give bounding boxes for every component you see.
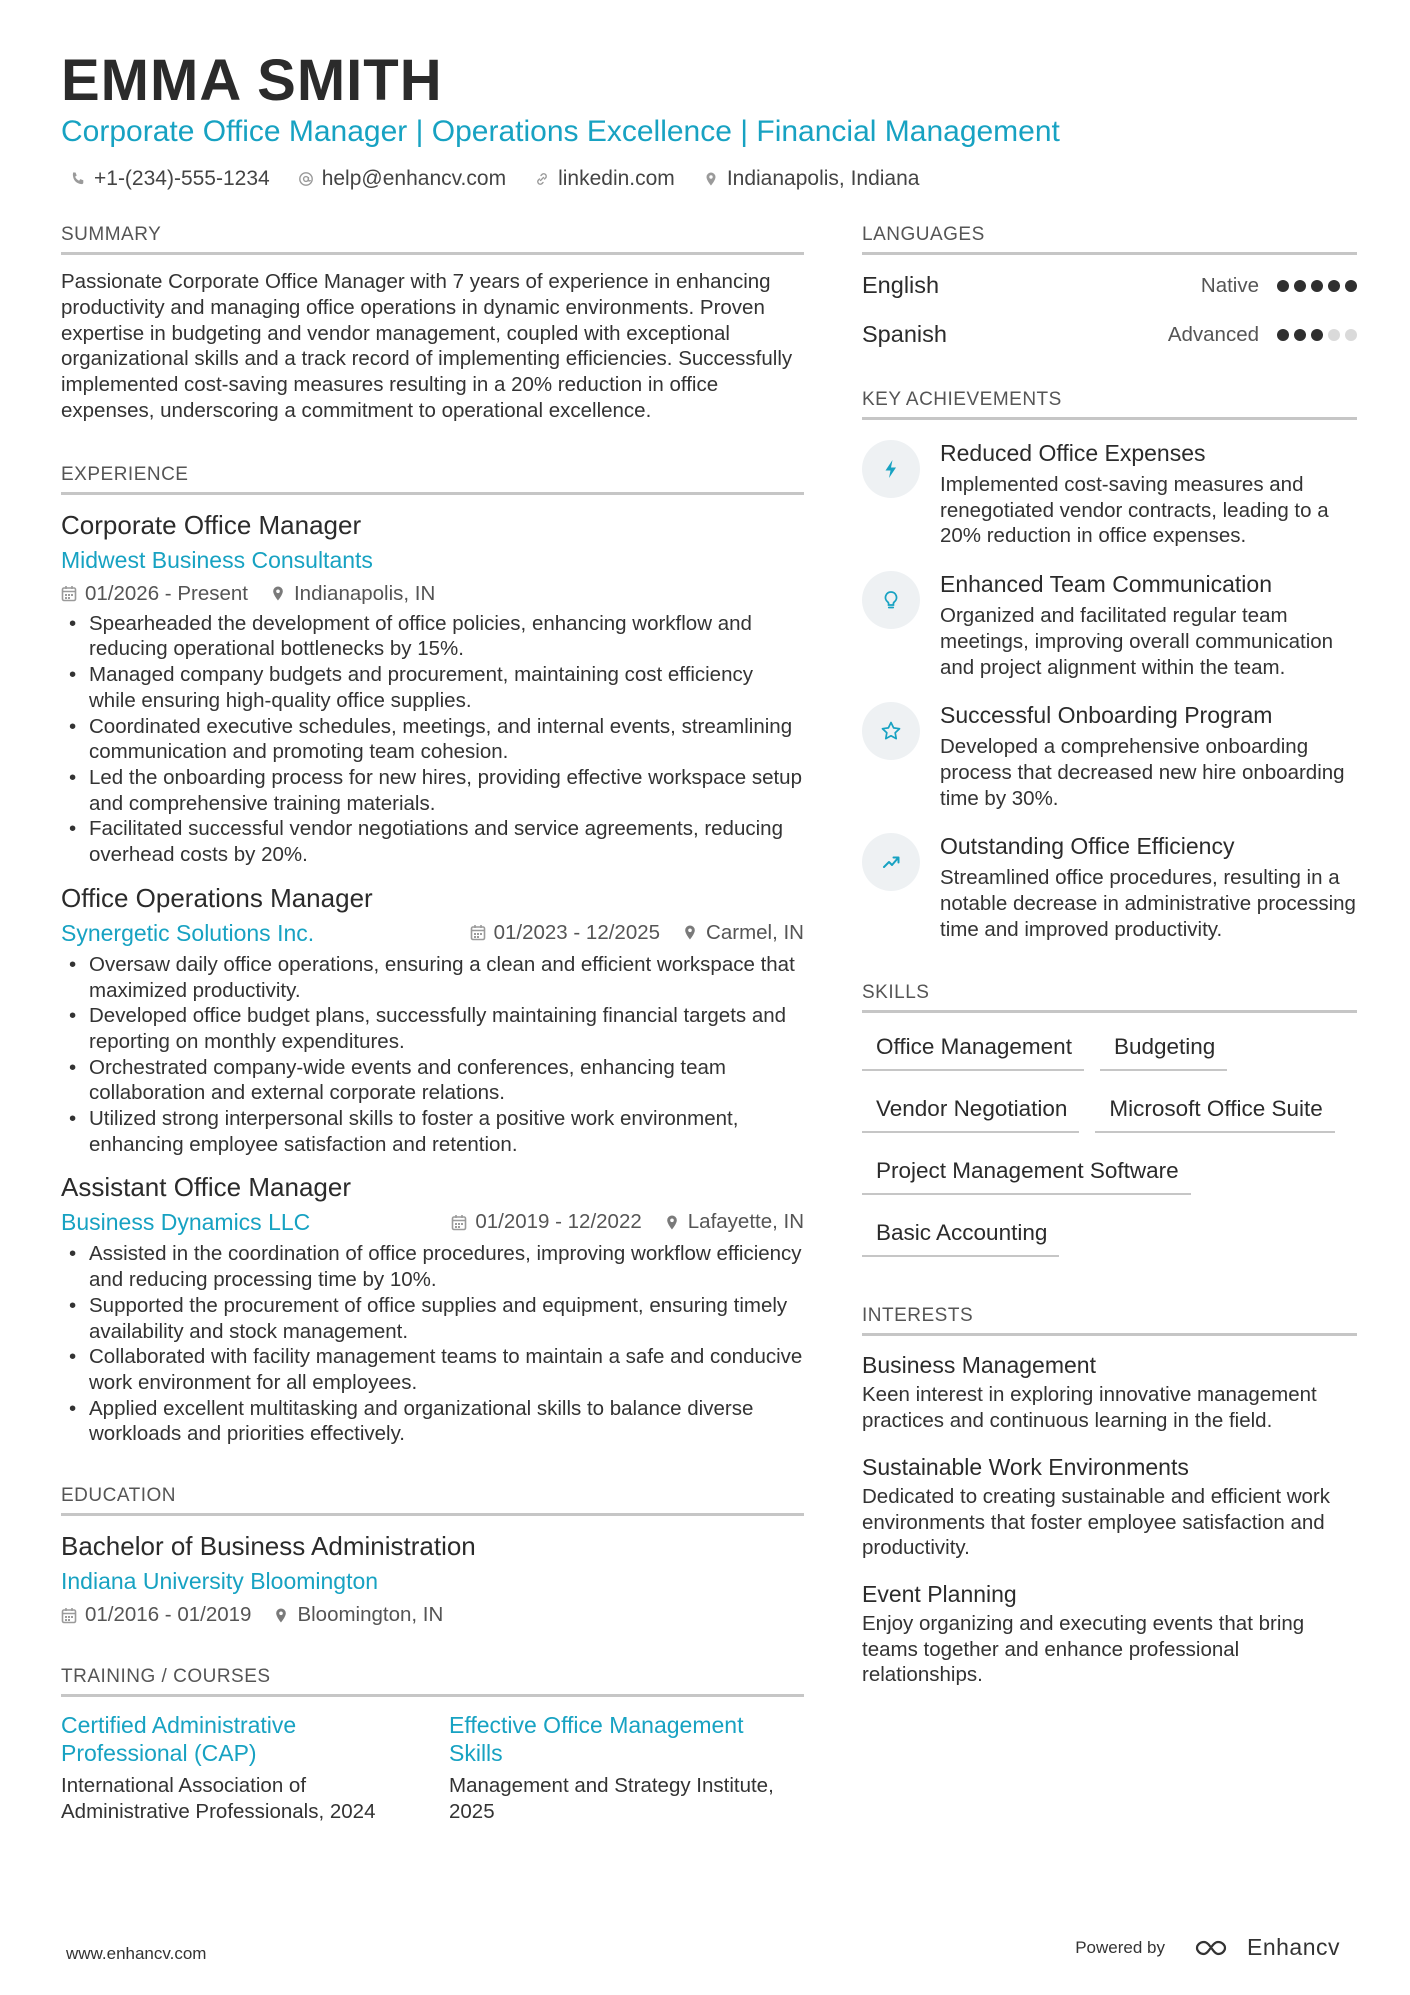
skill-tag: Office Management <box>862 1027 1084 1071</box>
location-pin-icon <box>664 1214 680 1231</box>
job-dates-text: 01/2023 - 12/2025 <box>493 920 661 944</box>
school-name: Indiana University Bloomington <box>61 1568 379 1595</box>
job-title: Assistant Office Manager <box>61 1172 351 1203</box>
location-pin-icon <box>270 585 286 602</box>
job-location-text: Lafayette, IN <box>687 1210 804 1234</box>
footer-branding <box>1075 1934 1340 1961</box>
proficiency-dot <box>1328 329 1340 341</box>
interest-title: Event Planning <box>862 1580 1017 1607</box>
bullet-item: • Managed company budgets and procurement, maintaining cost efficiency while ensuring high-quality office supplies. <box>61 662 804 713</box>
course-item <box>449 1711 803 1825</box>
lightbulb-icon <box>880 589 902 611</box>
proficiency-dot <box>1294 329 1306 341</box>
job-company: Midwest Business Consultants <box>61 546 373 573</box>
interests-section <box>862 1303 1357 1688</box>
email-text: help@enhancv.com <box>321 167 507 190</box>
education-location-text: Bloomington, IN <box>297 1603 444 1627</box>
summary-heading: SUMMARY <box>61 222 804 255</box>
job-dates <box>61 581 248 607</box>
proficiency-dot <box>1311 329 1323 341</box>
calendar-icon <box>470 924 486 941</box>
interest-desc: Dedicated to creating sustainable and efficient work environments that foster employee satisfaction and productivity. <box>862 1484 1330 1560</box>
job-entry <box>61 882 804 1158</box>
achievement-item <box>862 569 1357 680</box>
education-dates <box>61 1602 251 1628</box>
contact-location <box>703 166 920 192</box>
left-column <box>61 222 804 1847</box>
course-title: Certified Administrative Professional (CAP) <box>61 1712 297 1767</box>
proficiency-dot <box>1294 280 1306 292</box>
language-level: Native <box>1200 273 1259 297</box>
linkedin-text: linkedin.com <box>558 167 675 190</box>
job-entry <box>61 1171 804 1447</box>
job-meta <box>451 1209 804 1235</box>
job-dates-text: 01/2019 - 12/2022 <box>475 1210 642 1234</box>
skill-tag: Microsoft Office Suite <box>1095 1089 1334 1133</box>
achievements-section <box>862 387 1357 942</box>
achievement-icon-wrap <box>862 440 920 498</box>
job-dates <box>470 920 660 946</box>
proficiency-dot <box>1345 329 1357 341</box>
language-proficiency <box>1168 323 1357 347</box>
degree-title: Bachelor of Business Administration <box>61 1531 476 1562</box>
achievement-title: Enhanced Team Communication <box>940 571 1272 598</box>
headline: Corporate Office Manager | Operations Excellence | Financial Management <box>61 115 1060 148</box>
bullet-item: • Facilitated successful vendor negotiations and service agreements, reducing overhead costs by 20%. <box>61 816 804 867</box>
course-provider: Management and Strategy Institute, 2025 <box>449 1774 774 1824</box>
link-icon <box>534 171 550 187</box>
course-provider: International Association of Administrative Professionals, 2024 <box>61 1774 376 1824</box>
job-company: Business Dynamics LLC <box>61 1209 311 1236</box>
job-entry <box>61 509 804 868</box>
contact-linkedin[interactable] <box>534 166 675 192</box>
language-proficiency <box>1201 274 1357 298</box>
achievement-title: Reduced Office Expenses <box>940 440 1206 466</box>
job-meta <box>61 581 804 607</box>
education-dates-text: 01/2016 - 01/2019 <box>85 1603 252 1627</box>
language-item <box>862 310 1357 359</box>
bullet-item: • Supported the procurement of office supplies and equipment, ensuring timely availability and stock management. <box>61 1293 804 1344</box>
contact-phone[interactable] <box>70 166 270 192</box>
job-title: Corporate Office Manager <box>61 509 362 540</box>
skill-tag: Basic Accounting <box>862 1213 1059 1257</box>
bullet-item: • Spearheaded the development of office policies, enhancing workflow and reducing operational bottlenecks by 15%. <box>61 611 804 662</box>
skill-list <box>862 1027 1357 1257</box>
job-company: Synergetic Solutions Inc. <box>61 919 315 946</box>
contact-email[interactable] <box>298 166 506 192</box>
job-location-text: Carmel, IN <box>706 920 804 944</box>
interest-title: Business Management <box>862 1352 1096 1379</box>
achievement-icon-wrap <box>862 833 920 891</box>
location-pin-icon <box>703 171 719 187</box>
achievement-item <box>862 831 1357 942</box>
training-heading: TRAINING / COURSES <box>61 1664 804 1697</box>
proficiency-dot <box>1311 280 1323 292</box>
languages-heading: LANGUAGES <box>862 222 1357 255</box>
language-name: Spanish <box>862 321 947 347</box>
lightning-icon <box>880 458 902 480</box>
contact-bar <box>70 166 919 192</box>
bullet-item: • Led the onboarding process for new hires, providing effective workspace setup and comprehensive training materials. <box>61 765 804 816</box>
at-icon <box>298 171 314 187</box>
enhancv-logo-icon <box>1191 1936 1237 1960</box>
summary-text: Passionate Corporate Office Manager with 7 years of experience in enhancing productivity and managing office operations in dynamic environments. Proven expertise in budgeting and vendor management, coupled with exceptional organizational skills and a track record of implementing efficiencies. Successfully implemented cost-saving measures resulting in a 20% reduction in office expenses, underscoring a commitment to operational excellence. <box>61 270 793 422</box>
job-company-row <box>61 918 804 948</box>
summary-section <box>61 222 804 424</box>
experience-heading: EXPERIENCE <box>61 462 804 495</box>
job-meta <box>470 920 804 946</box>
job-company-row <box>61 1207 804 1237</box>
language-name: English <box>862 272 940 298</box>
skill-tag: Budgeting <box>1100 1027 1227 1071</box>
job-bullets <box>61 1241 804 1447</box>
right-column <box>862 222 1357 1710</box>
course-item <box>61 1711 415 1825</box>
achievement-icon-wrap <box>862 571 920 629</box>
phone-text: +1-(234)-555-1234 <box>94 167 270 190</box>
bullet-item: • Assisted in the coordination of office procedures, improving workflow efficiency and reducing processing time by 10%. <box>61 1241 804 1292</box>
job-location <box>682 920 804 946</box>
training-section <box>61 1664 804 1825</box>
education-heading: EDUCATION <box>61 1483 804 1516</box>
job-bullets <box>61 952 804 1158</box>
job-title: Office Operations Manager <box>61 882 373 913</box>
skills-heading: SKILLS <box>862 980 1357 1013</box>
bullet-item: • Oversaw daily office operations, ensuring a clean and efficient workspace that maximized productivity. <box>61 952 804 1003</box>
interest-desc: Keen interest in exploring innovative management practices and continuous learning in the field. <box>862 1383 1317 1433</box>
proficiency-dots <box>1277 329 1357 341</box>
achievement-icon-wrap <box>862 702 920 760</box>
achievement-title: Successful Onboarding Program <box>940 702 1273 729</box>
bullet-item: • Collaborated with facility management teams to maintain a safe and conducive work environment for all employees. <box>61 1344 804 1395</box>
brand-name: Enhancv <box>1246 1934 1340 1960</box>
location-pin-icon <box>682 924 698 941</box>
interest-item <box>862 1452 1357 1561</box>
proficiency-dot <box>1328 280 1340 292</box>
bullet-item: • Applied excellent multitasking and organizational skills to balance diverse workloads and priorities effectively. <box>61 1396 804 1447</box>
course-list <box>61 1711 804 1825</box>
interests-heading: INTERESTS <box>862 1303 1357 1336</box>
job-location <box>664 1209 804 1235</box>
achievement-desc: Implemented cost-saving measures and renegotiated vendor contracts, leading to a 20% reduction in office expenses. <box>940 473 1329 548</box>
brand-logo[interactable] <box>1191 1934 1340 1961</box>
phone-icon <box>70 171 86 187</box>
bullet-item: • Developed office budget plans, successfully maintaining financial targets and reporting on monthly expenditures. <box>61 1003 804 1054</box>
achievement-title: Outstanding Office Efficiency <box>940 833 1235 860</box>
interest-desc: Enjoy organizing and executing events that bring teams together and enhance professional relationships. <box>862 1611 1305 1687</box>
bullet-item: • Utilized strong interpersonal skills to foster a positive work environment, enhancing employee satisfaction and retention. <box>61 1106 804 1157</box>
star-icon <box>880 720 902 742</box>
footer-website[interactable]: www.enhancv.com <box>66 1944 207 1963</box>
location-pin-icon <box>273 1607 289 1624</box>
experience-section <box>61 462 804 1447</box>
achievement-desc: Organized and facilitated regular team meetings, improving overall communication and project alignment within the team. <box>940 604 1334 679</box>
education-section <box>61 1483 804 1628</box>
achievements-heading: KEY ACHIEVEMENTS <box>862 387 1357 420</box>
job-bullets <box>61 611 804 868</box>
proficiency-dot <box>1277 329 1289 341</box>
languages-section <box>862 222 1357 359</box>
growth-arrow-icon <box>880 851 902 873</box>
language-item <box>862 261 1357 310</box>
job-location-text: Indianapolis, IN <box>293 581 436 605</box>
achievement-item <box>862 700 1357 811</box>
location-text: Indianapolis, Indiana <box>726 167 920 190</box>
bullet-item: • Coordinated executive schedules, meetings, and internal events, streamlining communication and promoting team cohesion. <box>61 714 804 765</box>
skills-section <box>862 980 1357 1257</box>
proficiency-dot <box>1277 280 1289 292</box>
achievement-desc: Developed a comprehensive onboarding process that decreased new hire onboarding time by 30%. <box>940 735 1345 810</box>
job-location <box>270 581 435 607</box>
education-meta <box>61 1602 804 1628</box>
achievement-desc: Streamlined office procedures, resulting in a notable decrease in administrative processing time and improved productivity. <box>940 866 1356 941</box>
course-title: Effective Office Management Skills <box>449 1712 744 1767</box>
bullet-item: • Orchestrated company-wide events and conferences, enhancing team collaboration and external corporate relations. <box>61 1055 804 1106</box>
interest-title: Sustainable Work Environments <box>862 1453 1189 1480</box>
language-level: Advanced <box>1167 322 1259 346</box>
interest-item <box>862 1350 1357 1433</box>
achievement-item <box>862 438 1357 549</box>
calendar-icon <box>61 585 77 602</box>
proficiency-dots <box>1277 280 1357 292</box>
job-dates <box>451 1209 641 1235</box>
calendar-icon <box>451 1214 467 1231</box>
job-dates-text: 01/2026 - Present <box>85 581 248 605</box>
education-location <box>273 1602 443 1628</box>
skill-tag: Project Management Software <box>862 1151 1191 1195</box>
interest-item <box>862 1579 1357 1688</box>
proficiency-dot <box>1345 280 1357 292</box>
candidate-name: EMMA SMITH <box>61 48 443 113</box>
skill-tag: Vendor Negotiation <box>862 1089 1079 1133</box>
calendar-icon <box>61 1607 77 1624</box>
powered-by-label: Powered by <box>1075 1937 1165 1957</box>
